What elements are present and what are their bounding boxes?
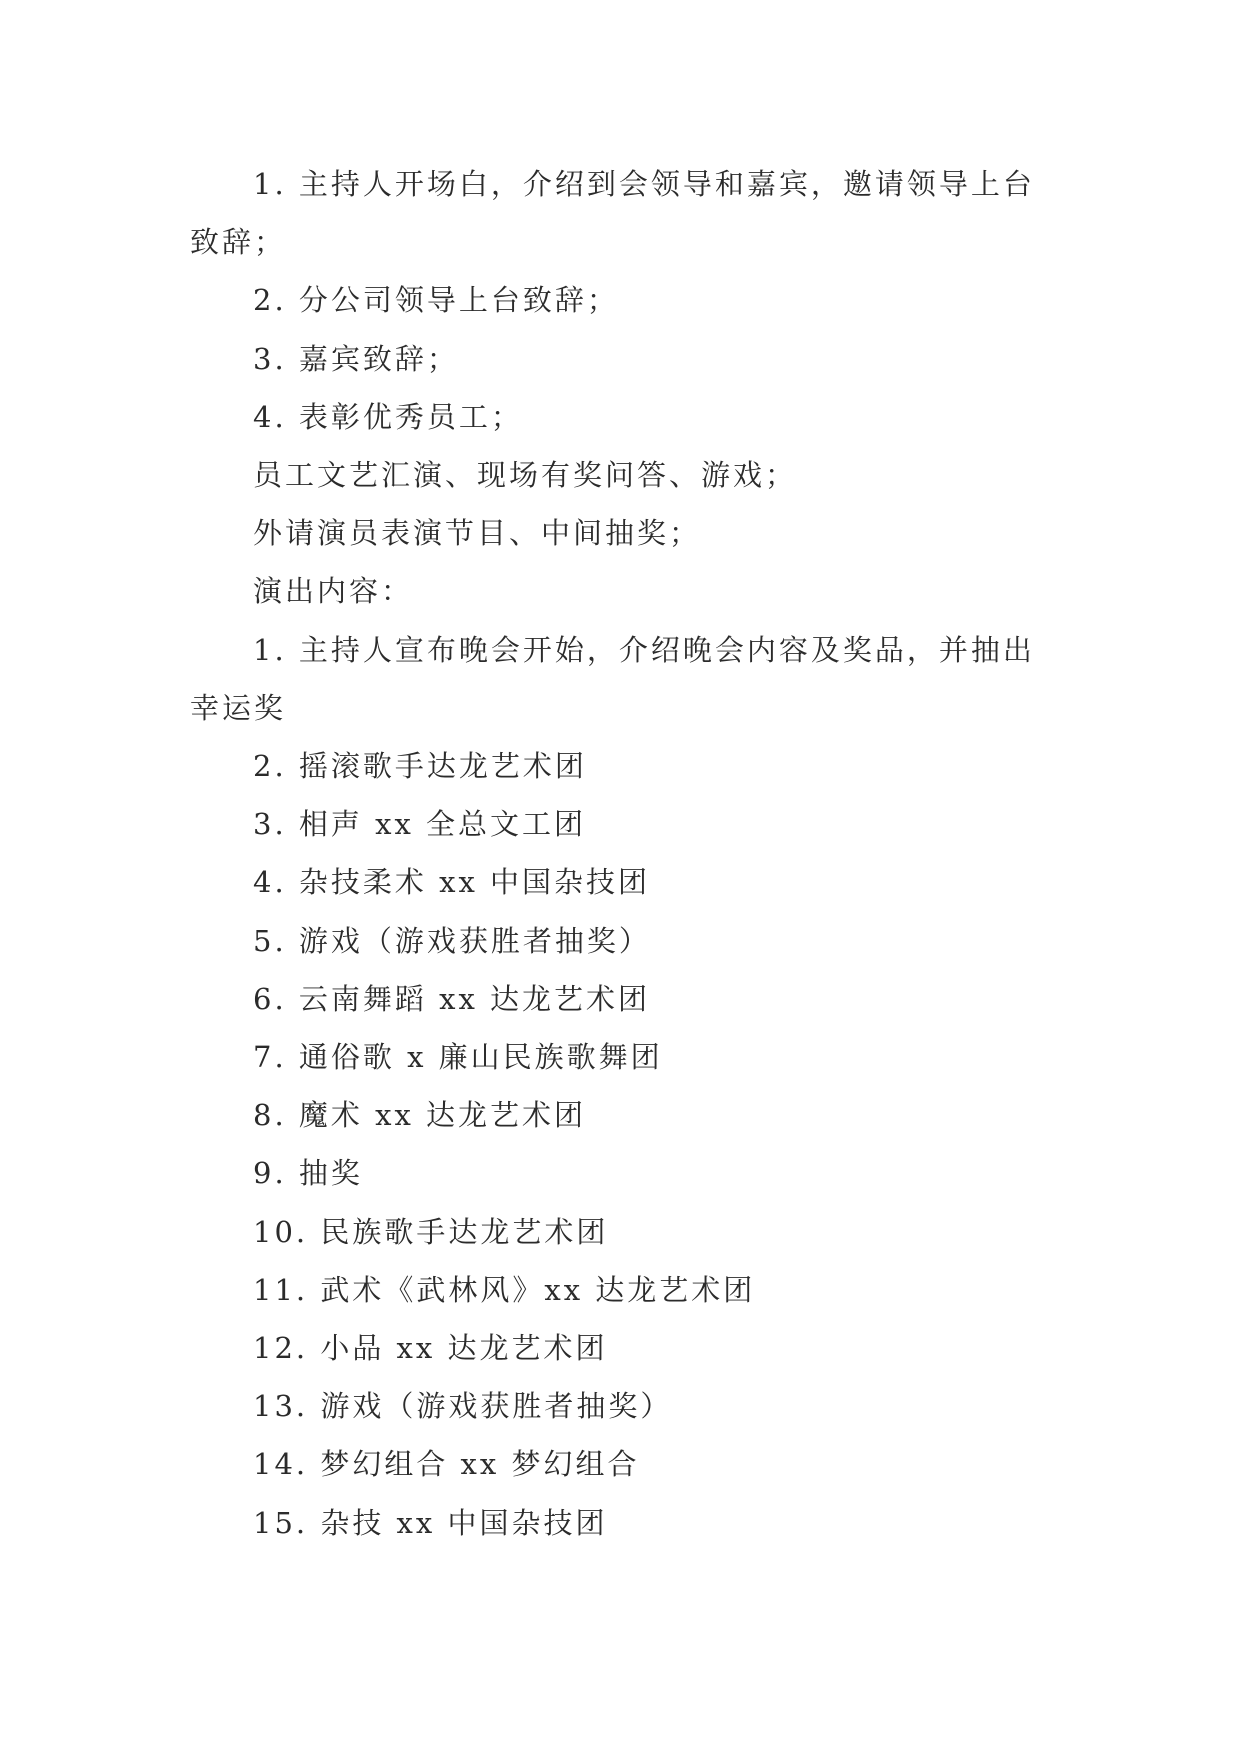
- paragraph: 14. 梦幻组合 xx 梦幻组合: [253, 1447, 640, 1482]
- paragraph: 5. 游戏（游戏获胜者抽奖）: [253, 923, 651, 958]
- paragraph: 外请演员表演节目、中间抽奖；: [253, 516, 702, 551]
- paragraph: 4. 表彰优秀员工；: [253, 399, 523, 434]
- document-body: [190, 155, 1060, 1552]
- paragraph: 3. 相声 xx 全总文工团: [253, 807, 587, 842]
- paragraph: 7. 通俗歌 x 廉山民族歌舞团: [253, 1040, 663, 1075]
- paragraph: 10. 民族歌手达龙艺术团: [253, 1214, 609, 1249]
- paragraph: 2. 摇滚歌手达龙艺术团: [253, 749, 587, 784]
- paragraph: 演出内容：: [253, 574, 414, 609]
- paragraph: 3. 嘉宾致辞；: [253, 341, 459, 376]
- paragraph: 13. 游戏（游戏获胜者抽奖）: [253, 1389, 673, 1424]
- paragraph: 9. 抽奖: [253, 1156, 363, 1191]
- paragraph: 12. 小品 xx 达龙艺术团: [253, 1331, 608, 1366]
- paragraph: 2. 分公司领导上台致辞；: [253, 283, 619, 318]
- paragraph: 员工文艺汇演、现场有奖问答、游戏；: [253, 458, 798, 493]
- paragraph: 1. 主持人宣布晚会开始，介绍晚会内容及奖品，并抽出幸运奖: [190, 632, 1035, 725]
- paragraph: 15. 杂技 xx 中国杂技团: [253, 1505, 608, 1540]
- paragraph: 4. 杂技柔术 xx 中国杂技团: [253, 865, 651, 900]
- paragraph: 6. 云南舞蹈 xx 达龙艺术团: [253, 981, 651, 1016]
- paragraph: 11. 武术《武林风》xx 达龙艺术团: [253, 1272, 756, 1307]
- paragraph: 1. 主持人开场白，介绍到会领导和嘉宾，邀请领导上台致辞；: [190, 167, 1035, 260]
- paragraph: 8. 魔术 xx 达龙艺术团: [253, 1098, 587, 1133]
